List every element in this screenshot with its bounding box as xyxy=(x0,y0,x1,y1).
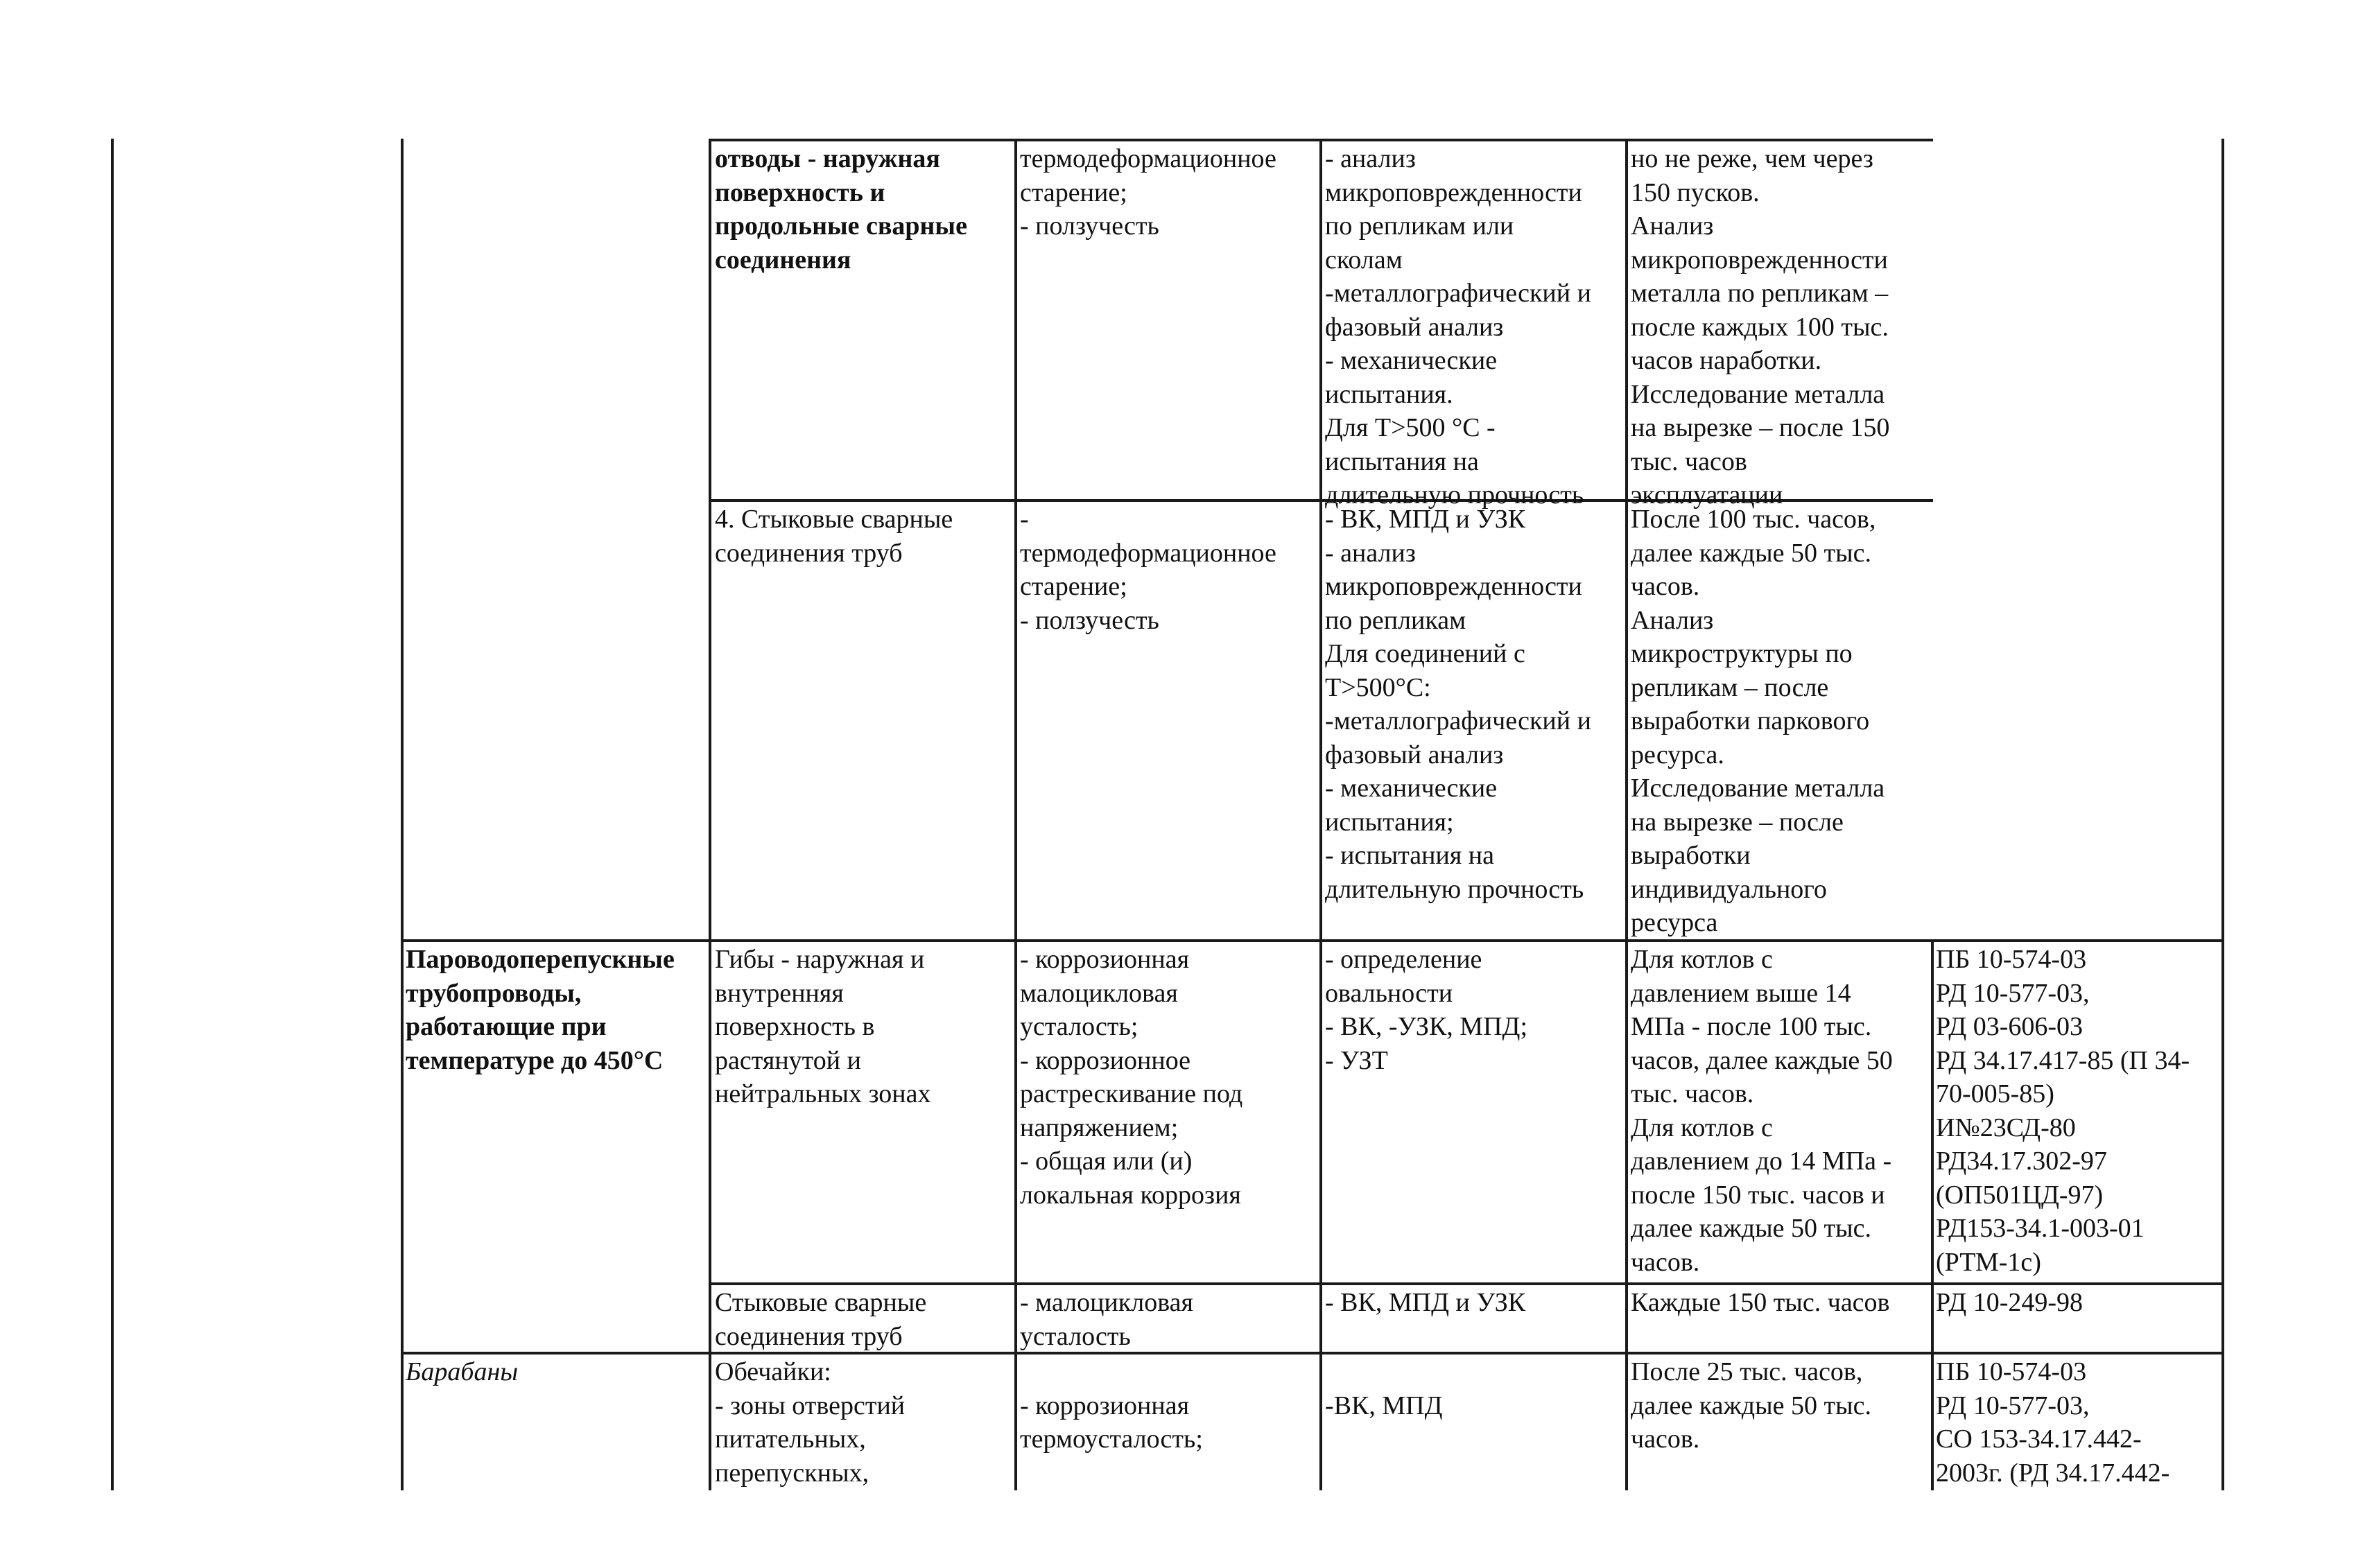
col-sep-4 xyxy=(1319,139,1322,1490)
row4-documents: РД 10-249-98 xyxy=(1936,1288,2084,1317)
row4-periodicity: Каждые 150 тыс. часов xyxy=(1631,1288,1890,1317)
row1-methods: - анализ микроповрежденности по репликам или сколам -металлографический и фазовый анализ - механические испытания. Для T>500 °C - испытания на длительную прочность xyxy=(1325,144,1591,509)
row-top-border xyxy=(709,139,1933,141)
row5-periodicity: После 25 тыс. часов, далее каждые 50 тыс. часов. xyxy=(1631,1357,1871,1454)
page-frame-right xyxy=(2221,139,2224,1490)
row3-periodicity: Для котлов с давлением выше 14 МПа - после 100 тыс. часов, далее каждые 50 тыс. часов. Для котлов с давлением до 14 МПа - после 150 тыс. часов и далее каждые 50 тыс. часов. xyxy=(1631,945,1893,1277)
row-sep-2 xyxy=(401,939,2224,942)
row2-damage: - термодеформационное старение; - ползучесть xyxy=(1020,505,1276,635)
row3-element: Гибы - наружная и внутренняя поверхность в растянутой и нейтральных зонах xyxy=(715,945,931,1108)
row4-methods: - ВК, МПД и УЗК xyxy=(1325,1288,1526,1317)
row5-documents: ПБ 10-574-03 РД 10-577-03, СО 153-34.17.442- 2003г. (РД 34.17.442- xyxy=(1936,1357,2170,1488)
row3-damage: - коррозионная малоцикловая усталость; - коррозионное растрескивание под напряжением; - общая или (и) локальная коррозия xyxy=(1020,945,1243,1210)
row1-damage: термодеформационное старение; - ползучесть xyxy=(1020,144,1276,241)
row3-documents: ПБ 10-574-03 РД 10-577-03, РД 03-606-03 РД 34.17.417-85 (П 34- 70-005-85) И№23СД-80 РД34.17.302-97 (ОП501ЦД-97) РД153-34.1-003-01 (РТМ-1с) xyxy=(1936,945,2190,1277)
row3-methods: - определение овальности - ВК, -УЗК, МПД; - УЗТ xyxy=(1325,945,1527,1075)
col-sep-1 xyxy=(401,139,404,1490)
row5-object: Барабаны xyxy=(406,1357,519,1386)
row2-methods: - ВК, МПД и УЗК - анализ микроповрежденности по репликам Для соединений с T>500°C: -металлографический и фазовый анализ - механические испытания; - испытания на длительную прочность xyxy=(1325,505,1591,904)
row5-methods: -ВК, МПД xyxy=(1325,1391,1443,1420)
row4-element: Стыковые сварные соединения труб xyxy=(715,1288,927,1351)
row4-damage: - малоцикловая усталость xyxy=(1020,1288,1193,1351)
row1-periodicity: но не реже, чем через 150 пусков. Анализ микроповрежденности металла по репликам – после каждых 100 тыс. часов наработки. Исследование металла на вырезке – после 150 тыс. часов эксплуатации xyxy=(1631,144,1890,509)
col-sep-5 xyxy=(1625,139,1628,1490)
row-sep-3 xyxy=(709,1282,2224,1285)
col-sep-3 xyxy=(1014,139,1017,1490)
row2-element: 4. Стыковые сварные соединения труб xyxy=(715,505,953,568)
row5-damage: - коррозионная термоусталость; xyxy=(1020,1391,1203,1454)
col-sep-6 xyxy=(1931,939,1934,1490)
row3-object: Пароводоперепускные трубопроводы, работающие при температуре до 450°С xyxy=(406,945,675,1075)
row1-element: отводы - наружная поверхность и продольные сварные соединения xyxy=(715,144,967,275)
row5-element: Обечайки: - зоны отверстий питательных, перепускных, xyxy=(715,1357,906,1488)
page-frame-left xyxy=(111,139,114,1490)
row2-periodicity: После 100 тыс. часов, далее каждые 50 тыс. часов. Анализ микроструктуры по репликам – после выработки паркового ресурса. Исследование металла на вырезке – после выработки индивидуального ресурса xyxy=(1631,505,1885,937)
col-sep-2 xyxy=(709,139,711,1490)
